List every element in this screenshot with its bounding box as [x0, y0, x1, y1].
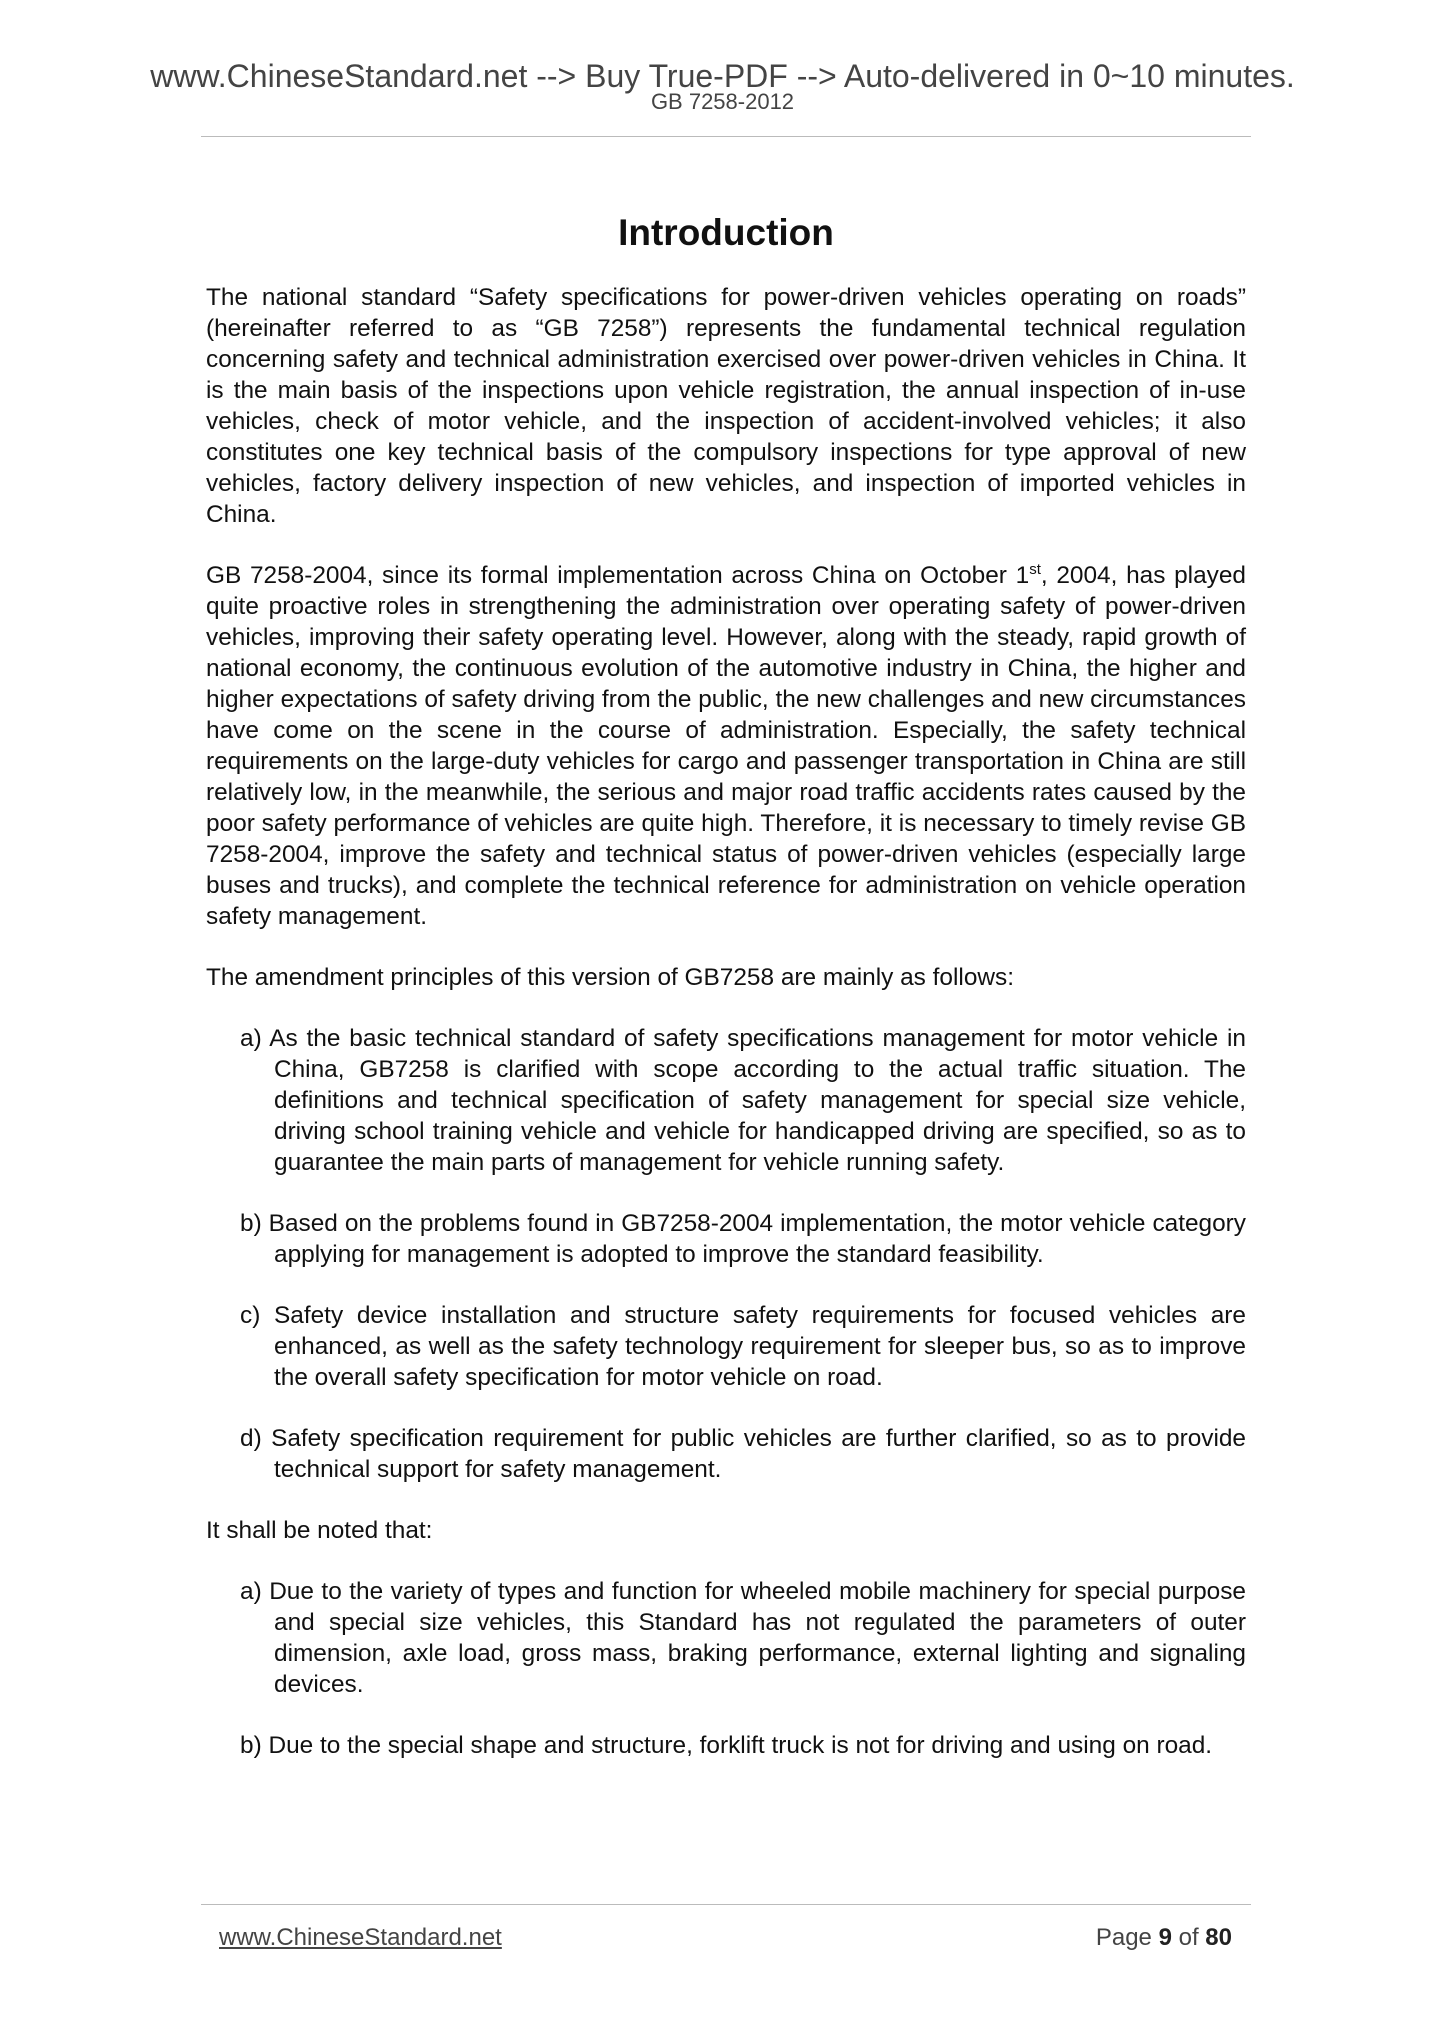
- page-of: of: [1178, 1924, 1199, 1951]
- paragraph-history: [206, 560, 1246, 932]
- page-total: 80: [1205, 1924, 1232, 1951]
- principle-item-a: a) As the basic technical standard of safety specifications management for motor vehicle in China, GB7258 is clarified with scope according to the actual traffic situation. The definitions and technical specification of safety management for special size vehicle, driving school training vehicle and vehicle for handicapped driving are specified, so as to guarantee the main parts of management for vehicle running safety.: [240, 1025, 1246, 1176]
- document-code: GB 7258-2012: [650, 89, 795, 114]
- ordinal-suffix: st: [1029, 560, 1041, 578]
- paragraph-intro: The national standard “Safety specifications for power-driven vehicles operating on roads” (hereinafter referred to as “GB 7258”) represents the fundamental technical regulation concerning safety and technical administration exercised over power-driven vehicles in China. It is the main basis of the inspections upon vehicle registration, the annual inspection of in-use vehicles, check of motor vehicle, and the inspection of accident-involved vehicles; it also constitutes one key technical basis of the compulsory inspections for type approval of new vehicles, factory delivery inspection of new vehicles, and inspection of imported vehicles in China.: [206, 284, 1246, 528]
- paragraph-notes-lead: It shall be noted that:: [206, 1517, 433, 1544]
- note-item-a: a) Due to the variety of types and function for wheeled mobile machinery for special purpose and special size vehicles, this Standard has not regulated the parameters of outer dimension, axle load, gross mass, braking performance, external lighting and signaling devices.: [240, 1578, 1246, 1698]
- footer-divider: [201, 1904, 1251, 1905]
- principles-list: [206, 1023, 1246, 1485]
- site-banner: www.ChineseStandard.net --> Buy True-PDF --> Auto-delivered in 0~10 minutes.: [150, 58, 1295, 94]
- footer-site-link[interactable]: www.ChineseStandard.net: [219, 1924, 502, 1951]
- header-divider: [201, 136, 1251, 137]
- notes-list: [206, 1576, 1246, 1761]
- page-title: Introduction: [618, 212, 834, 253]
- paragraph-history-part2: , 2004, has played quite proactive roles in strengthening the administration over operating safety of power-driven vehicles, improving their safety operating level. However, along with the steady, rapid growth of national economy, the continuous evolution of the automotive industry in China, the higher and higher expectations of safety driving from the public, the new challenges and new circumstances have come on the scene in the course of administration. Especially, the safety technical requirements on the large-duty vehicles for cargo and passenger transportation in China are still relatively low, in the meanwhile, the serious and major road traffic accidents rates caused by the poor safety performance of vehicles are quite high. Therefore, it is necessary to timely revise GB 7258-2004, improve the safety and technical status of power-driven vehicles (especially large buses and trucks), and complete the technical reference for administration on vehicle operation safety management.: [206, 562, 1246, 930]
- principle-item-d: d) Safety specification requirement for public vehicles are further clarified, so as to provide technical support for safety management.: [240, 1425, 1246, 1483]
- page-number: [1096, 1924, 1232, 1952]
- note-item-b: b) Due to the special shape and structure, forklift truck is not for driving and using on road.: [240, 1732, 1213, 1759]
- paragraph-history-part1: GB 7258-2004, since its formal implementation across China on October 1: [206, 562, 1030, 589]
- page-prefix: Page: [1095, 1924, 1152, 1951]
- principle-item-b: b) Based on the problems found in GB7258-2004 implementation, the motor vehicle category applying for management is adopted to improve the standard feasibility.: [240, 1210, 1246, 1268]
- principle-item-c: c) Safety device installation and structure safety requirements for focused vehicles are enhanced, as well as the safety technology requirement for sleeper bus, so as to improve the overall safety specification for motor vehicle on road.: [240, 1302, 1246, 1391]
- paragraph-principles-lead: The amendment principles of this version of GB7258 are mainly as follows:: [206, 964, 1014, 991]
- page-content: [206, 210, 1246, 1791]
- page-current: 9: [1158, 1924, 1172, 1951]
